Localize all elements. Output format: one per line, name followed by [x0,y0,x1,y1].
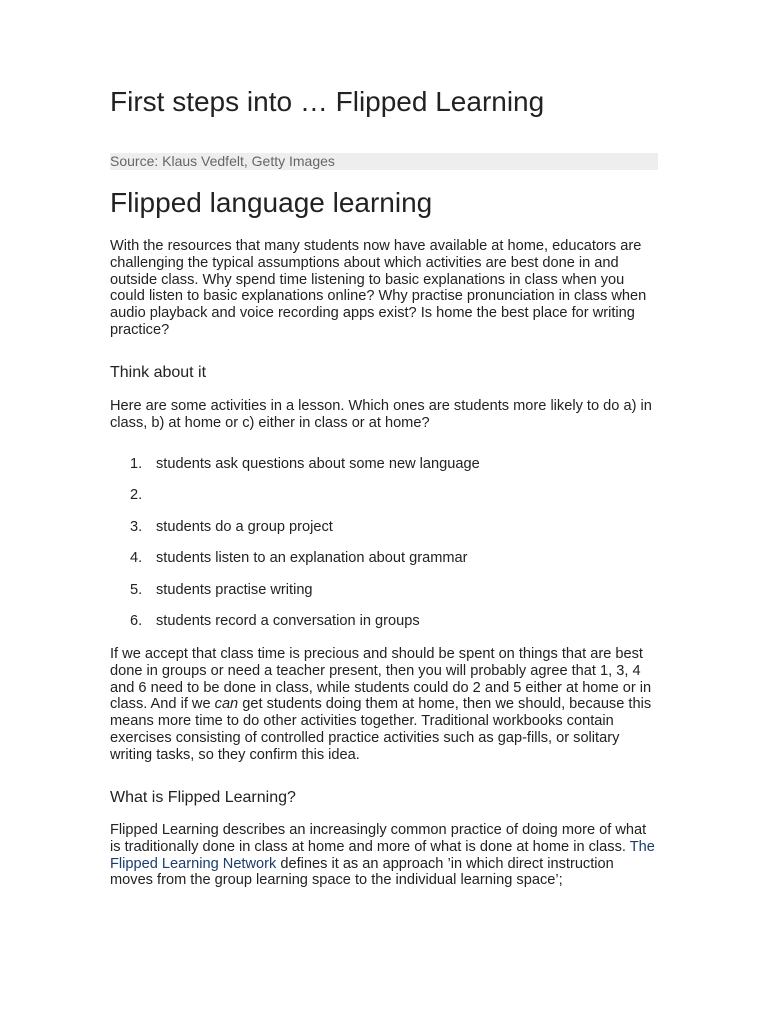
list-item [130,456,480,487]
class-time-paragraph [110,646,658,764]
document-title: First steps into … Flipped Learning [110,86,545,117]
section-title: Flipped language learning [110,187,433,218]
list-item-text: students practise writing [156,581,313,598]
class-time-text-start: If we accept that class time is precious and should be spent on things that are best done in groups or need a teacher present, then you will probably agree that 1, 3, 4 and 6 need to be done in class, while students could do 2 and 5 either at home or in class. And if we [110,646,652,713]
intro-paragraph: With the resources that many students now have available at home, educators are challenging the typical assumptions about which activities are best done in and outside class. Why spend time listening to basic explanations in class when you could listen to basic explanations online? Why practise pronunciation in class when audio playback and voice recording apps exist? Is home the best place for writing practice? [110,238,647,338]
list-item-text: students record a conversation in groups [156,612,420,629]
list-item-number: 6. [130,612,143,629]
what-is-flipped-learning-heading: What is Flipped Learning? [110,789,296,806]
activity-list [130,456,480,644]
list-item [130,582,480,613]
list-item [130,550,480,581]
list-item-text: students listen to an explanation about grammar [156,550,468,567]
list-item-text: students ask questions about some new language [156,456,480,472]
definition-text-start: Flipped Learning describes an increasingly common practice of doing more of what is traditionally done in class at home and more of what is done at home in class. [110,822,647,855]
list-item-number: 2. [130,487,143,504]
list-item-number: 4. [130,550,143,567]
list-item-text: students do a group project [156,518,333,535]
emphasis-can: can [214,696,239,713]
flipped-learning-network-link[interactable]: The Flipped Learning Network [110,838,655,872]
list-item-number: 1. [130,456,143,472]
image-source-caption: Source: Klaus Vedfelt, Getty Images [110,153,658,170]
think-about-it-heading: Think about it [110,364,207,381]
list-item-number: 5. [130,581,143,598]
list-item [130,487,480,518]
definition-paragraph [110,822,658,889]
list-item [130,613,480,644]
class-time-text-end: get students doing them at home, then we should, because this means more time to do other activities together. Traditional workbooks contain exercises consisting of controlled practice activities such as gap-fills, or solitary writing tasks, so they confirm this idea. [110,696,652,763]
list-item [130,519,480,550]
think-about-it-paragraph: Here are some activities in a lesson. Which ones are students more likely to do a) in class, b) at home or c) either in class or at home? [110,398,652,431]
definition-text-end: defines it as an approach ’in which direct instruction moves from the group learning space to the individual learning space’; [110,855,614,889]
list-item-number: 3. [130,518,143,535]
